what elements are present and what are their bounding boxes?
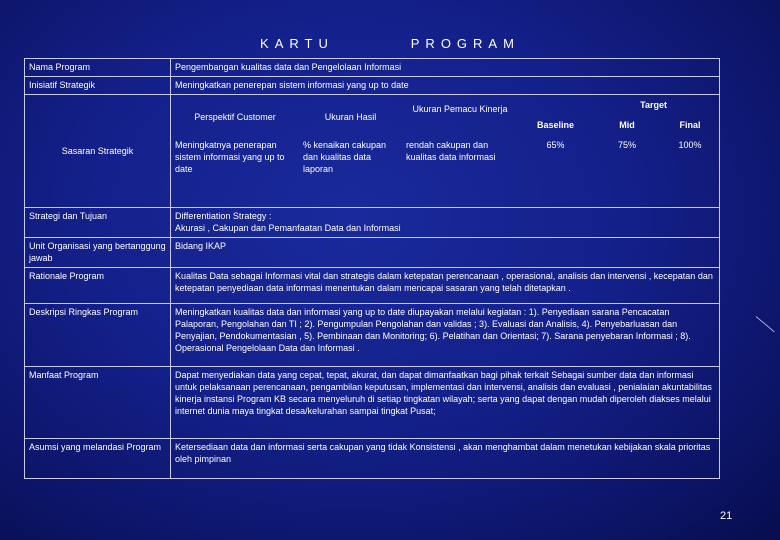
manfaat-label: Manfaat Program (25, 367, 171, 439)
inisiatif-value: Meningkatkan penerepan sistem informasi yang up to date (171, 77, 720, 95)
program-card-table (24, 58, 720, 479)
ukuran-hasil-header: Ukuran Hasil (324, 112, 377, 122)
table-row (25, 367, 720, 439)
unit-label: Unit Organisasi yang bertanggung jawab (25, 238, 171, 268)
table-row (25, 59, 720, 77)
deskripsi-label: Deskripsi Ringkas Program (25, 304, 171, 367)
manfaat-value: Dapat menyediakan data yang cepat, tepat, akurat, dan dapat dimanfaatkan bagi pihak terkait Sebagai sumber data dan informasi untuk pelaksanaan perencanaan, pengambilan keputusan, implementasi dan intervensi, analisis dan evaluasi , penialaian akuntabilitas kinerja instansi Program KB secara menyeluruh di setiap tingkatan wilayah; serta yang dapat dengan mudah diperoleh diakses melalui internet dunia maya tingkat desa/kelurahan sampai tingkat Pusat; (171, 367, 720, 439)
deskripsi-value: Meningkatkan kualitas data dan informasi yang up to date diupayakan melalui kegiatan : 1). Penyediaan sarana Pencacatan Palaporan, Pengolahan dan TI ; 2). Pengumpulan Pengolahan dan validas ; 3). Evaluasi dan Analisis, 4). Penyebarluasan dan Penyajian, Pendokumentasian , 5). Pembinaan dan Monitoring; 6). Pelatihan dan Orientasi; 7). Sarana penyebaran Informasi ; 8). Operasional Pengelolaan Data dan Informasi . (171, 304, 720, 367)
final-header: Final (679, 120, 701, 130)
table-row (25, 304, 720, 367)
ukuran-pemacu-header: Ukuran Pemacu Kinerja (412, 104, 508, 114)
inisiatif-label: Inisiatif Strategik (25, 77, 171, 95)
rationale-label: Rationale Program (25, 268, 171, 304)
sasaran-subtable (171, 95, 719, 177)
unit-value: Bidang IKAP (171, 238, 720, 268)
asumsi-value: Ketersediaan data dan informasi serta cakupan yang tidak Konsistensi , akan menghambat dalam menetukan kebijakan skala prioritas oleh pimpinan (171, 439, 720, 479)
final-value: 100% (678, 140, 702, 150)
target-header: Target (640, 100, 667, 110)
mid-value: 75% (617, 140, 636, 150)
nama-program-value: Pengembangan kualitas data dan Pengelolaan Informasi (171, 59, 720, 77)
table-row (25, 95, 720, 208)
rationale-value: Kualitas Data sebagai Informasi vital dan strategis dalam ketepatan perencanaan , operasional, analisis dan intervensi , kecepatan dan ketepatan penyediaan data informasi menentukan dalam mencapai sasaran yang telah ditetapkan . (171, 268, 720, 304)
strategi-line1: Differentiation Strategy : (175, 211, 272, 221)
perspektif-value: Meningkatnya penerapan sistem informasi yang up to date (175, 140, 285, 174)
page-number: 21 (720, 510, 733, 522)
table-row (25, 268, 720, 304)
table-row (25, 77, 720, 95)
asumsi-label: Asumsi yang melandasi Program (25, 439, 171, 479)
strategi-label: Strategi dan Tujuan (25, 208, 171, 238)
perspektif-header: Perspektif Customer (194, 112, 276, 122)
table-row (25, 238, 720, 268)
table-row (25, 439, 720, 479)
baseline-value: 65% (546, 140, 565, 150)
strategi-line2: Akurasi , Cakupan dan Pemanfaatan Data dan Informasi (175, 223, 401, 233)
ukuran-hasil-value: % kenaikan cakupan dan kualitas data laporan (303, 140, 387, 174)
slide-title: KARTU PROGRAM (260, 36, 520, 51)
mid-header: Mid (619, 120, 635, 130)
table-row (25, 208, 720, 238)
ukuran-pemacu-value: rendah cakupan dan kualitas data informasi (406, 140, 496, 162)
sasaran-label: Sasaran Strategik (25, 95, 171, 208)
decorative-line (756, 316, 775, 332)
nama-program-label: Nama Program (25, 59, 171, 77)
baseline-header: Baseline (536, 120, 575, 130)
